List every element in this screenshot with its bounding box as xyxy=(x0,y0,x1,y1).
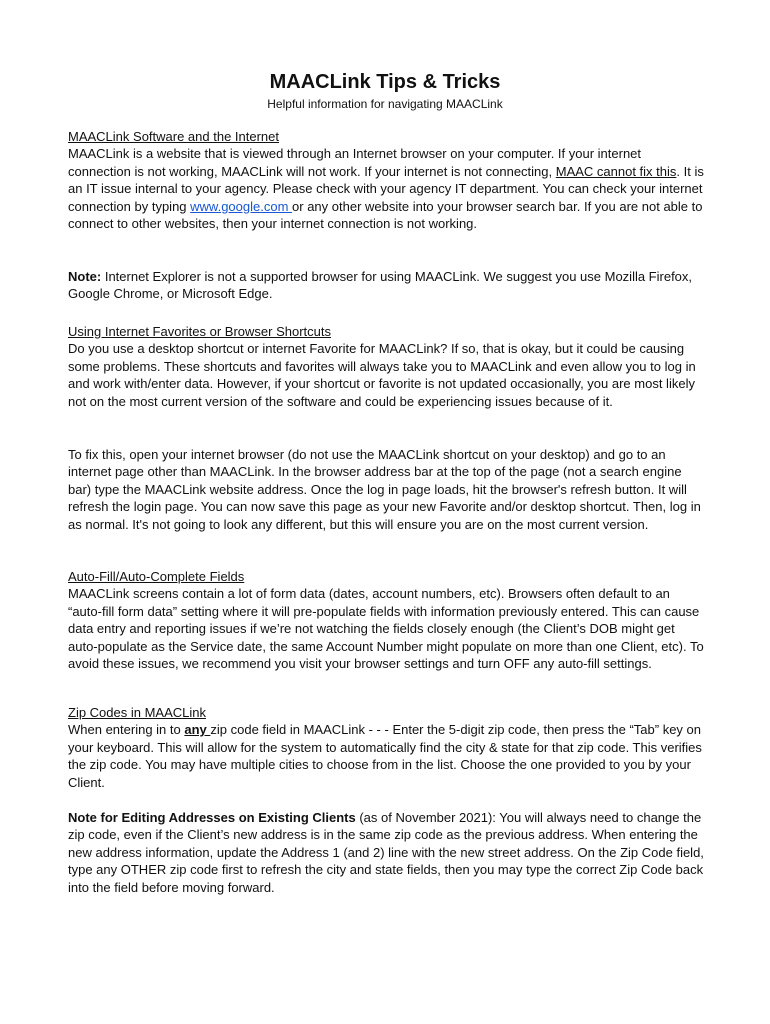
emphasis-text: any xyxy=(184,722,211,738)
note-text: Internet Explorer is not a supported browser for using MAACLink. We suggest you use Mozilla Firefox, Google Chrome, or Microsoft Edge. xyxy=(68,269,693,302)
section-heading: MAACLink Software and the Internet xyxy=(68,129,280,144)
body-text: MAACLink is a website that is viewed through an Internet browser on your computer. If your internet connection is not working, MAACLink will not work. If your internet is not connecting, xyxy=(68,146,642,179)
section-paragraph: Do you use a desktop shortcut or internet Favorite for MAACLink? If so, that is okay, but it could be causing some problems. These shortcuts and favorites will always take you to MAACLink and even allow you to log in and work with/enter data. However, if your shortcut or favorite is not updated occasionally, you are most likely not on the most current version of the software and could be experiencing issues because of it. xyxy=(68,341,696,409)
note-label: Note for Editing Addresses on Existing Clients xyxy=(68,810,356,825)
note-text: (as of November 2021): You will always need to change the zip code, even if the Client’s new address is in the same zip code as the previous address. When entering the new address information, update the Address 1 (and 2) line with the new street address. On the Zip Code field, type any OTHER zip code first to refresh the city and state fields, then you may type the correct Zip Code back into the field before moving forward. xyxy=(68,810,704,895)
body-text: When entering in to xyxy=(68,722,185,738)
section-heading: Zip Codes in MAACLink xyxy=(68,705,206,720)
section-paragraph: MAACLink screens contain a lot of form data (dates, account numbers, etc). Browsers often default to an “auto-fill form data” setting where it will pre-populate fields with information previously entered. This can cause data entry and reporting issues if we’re not watching the fields closely enough (the Client’s DOB might get auto-populate as the Service date, the same Account Number might populate on more than one Client, etc). To avoid these issues, we recommend you visit your browser settings and turn OFF any auto-fill settings. xyxy=(68,586,704,672)
section-body xyxy=(68,721,704,791)
section-favorites-fix xyxy=(68,446,704,533)
document-title: MAACLink Tips & Tricks xyxy=(269,71,501,93)
section-heading: Auto-Fill/Auto-Complete Fields xyxy=(68,569,245,584)
section-paragraph: To fix this, open your internet browser (do not use the MAACLink shortcut on your desktop) and go to an internet page other than MAACLink. In the browser address bar at the top of the page (not a search engine bar) type the MAACLink website address. Once the log in page loads, hit the browser's refresh button. It will refresh the login page. You can now save this page as your new Favorite and/or desktop shortcut. Then, log in as normal. It's not going to look any different, but this will ensure you are on the most current version. xyxy=(68,447,701,532)
emphasis-text: MAAC cannot fix this xyxy=(555,163,677,179)
section-software-internet xyxy=(68,128,704,232)
note-browser-support xyxy=(68,268,704,303)
section-body xyxy=(68,145,704,232)
document-subtitle: Helpful information for navigating MAACLink xyxy=(267,97,503,111)
note-editing-addresses xyxy=(68,809,704,896)
note-label: Note: xyxy=(68,269,102,284)
body-text: zip code field in MAACLink - - - Enter the 5-digit zip code, then press the “Tab” key on your keyboard. This will allow for the system to automatically find the city & state for that zip code. This verifies the zip code. You may have multiple cities to choose from in the list. Choose the one provided to you by your Client. xyxy=(68,722,702,790)
section-auto-fill xyxy=(68,568,704,672)
section-heading: Using Internet Favorites or Browser Shortcuts xyxy=(68,324,331,339)
body-text: or any other website into your browser search bar. If you are not able to connect to other websites, then your internet connection is not working. xyxy=(68,198,703,232)
body-text: . It is an IT issue internal to your agency. Please check with your agency IT department. You can check your internet connection by typing xyxy=(68,163,704,214)
section-favorites-shortcuts xyxy=(68,323,704,410)
google-link[interactable]: www.google.com xyxy=(190,198,293,214)
section-zip-codes xyxy=(68,704,704,791)
